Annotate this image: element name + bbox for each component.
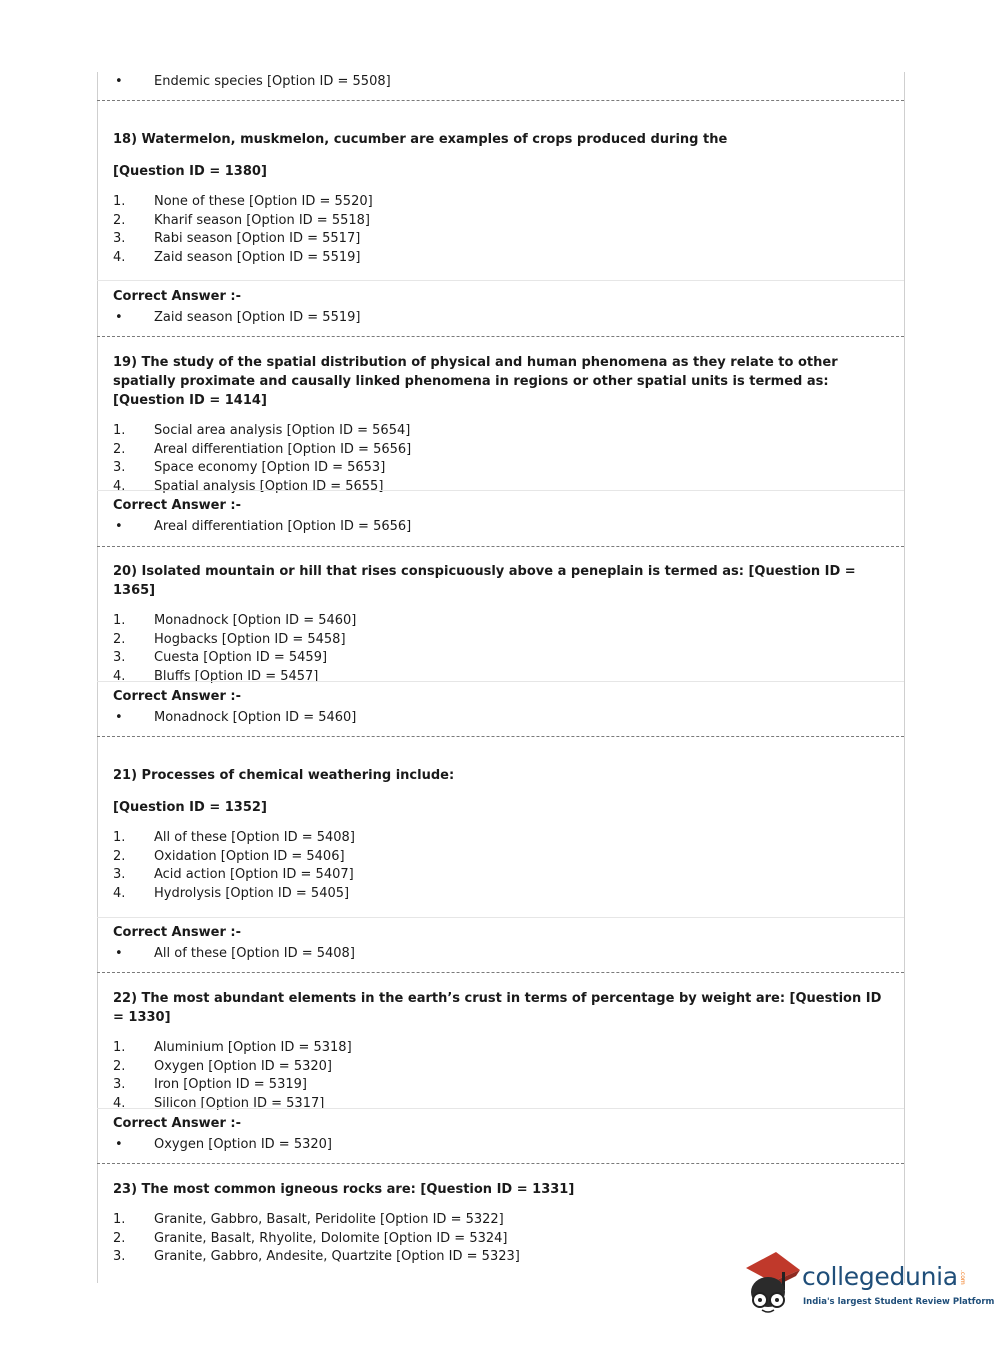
question-text: 22) The most abundant elements in the earth’s crust in terms of percentage by weight are: [Question ID = 1330] xyxy=(113,991,882,1025)
collegedunia-logo[interactable] xyxy=(742,1250,995,1320)
option-item: 3. Rabi season [Option ID = 5517] xyxy=(113,231,361,246)
question-id: [Question ID = 1380] xyxy=(113,164,267,179)
option-item: 1. Social area analysis [Option ID = 5654] xyxy=(113,423,411,438)
answer-text: Zaid season [Option ID = 5519] xyxy=(154,310,361,325)
logo-domain: .com xyxy=(959,1270,966,1285)
bullet: • xyxy=(115,710,123,725)
option-item: 4. Silicon [Option ID = 5317] xyxy=(113,1095,325,1111)
separator xyxy=(97,736,904,737)
divider xyxy=(97,280,904,281)
question-22 xyxy=(113,989,883,1113)
question-19 xyxy=(113,353,883,496)
answer-text: Areal differentiation [Option ID = 5656] xyxy=(154,519,412,534)
option-item: 1. None of these [Option ID = 5520] xyxy=(113,194,373,209)
separator xyxy=(97,336,904,337)
mascot-icon xyxy=(742,1250,802,1320)
divider xyxy=(97,917,904,918)
logo-tagline: India's largest Student Review Platform xyxy=(803,1297,995,1307)
bullet: • xyxy=(115,310,123,325)
option-item: 2. Oxidation [Option ID = 5406] xyxy=(113,848,345,864)
divider xyxy=(97,490,904,491)
option-item: 4. Zaid season [Option ID = 5519] xyxy=(113,249,361,265)
question-21 xyxy=(113,766,883,903)
question-id: [Question ID = 1352] xyxy=(113,800,267,815)
correct-answer-label: Correct Answer :- xyxy=(113,1116,241,1131)
separator xyxy=(97,546,904,547)
correct-answer-19 xyxy=(113,496,883,536)
correct-answer-21 xyxy=(113,923,883,963)
answer-text: Endemic species [Option ID = 5508] xyxy=(154,74,391,89)
correct-answer-20 xyxy=(113,687,883,727)
option-item: 2. Granite, Basalt, Rhyolite, Dolomite [Option ID = 5324] xyxy=(113,1230,508,1246)
question-text: 20) Isolated mountain or hill that rises conspicuously above a peneplain is termed as: [Question ID = 1365] xyxy=(113,564,856,598)
correct-answer-label: Correct Answer :- xyxy=(113,289,241,304)
option-item: 2. Oxygen [Option ID = 5320] xyxy=(113,1058,332,1074)
answer-text: Monadnock [Option ID = 5460] xyxy=(154,710,357,725)
divider xyxy=(97,681,904,682)
question-18 xyxy=(113,130,883,267)
option-item: 3. Space economy [Option ID = 5653] xyxy=(113,460,386,475)
option-item: 1. Granite, Gabbro, Basalt, Peridolite [Option ID = 5322] xyxy=(113,1212,504,1227)
separator xyxy=(97,1163,904,1164)
options-list xyxy=(113,193,883,267)
option-item: 4. Bluffs [Option ID = 5457] xyxy=(113,668,319,684)
question-text: 21) Processes of chemical weathering include: xyxy=(113,768,455,783)
options-list xyxy=(113,1039,883,1113)
answer-text: Oxygen [Option ID = 5320] xyxy=(154,1137,332,1152)
logo-wordmark: collegedunia xyxy=(802,1262,958,1291)
divider xyxy=(97,1108,904,1109)
bullet: • xyxy=(115,74,123,89)
option-item: 4. Hydrolysis [Option ID = 5405] xyxy=(113,885,350,901)
question-text: 23) The most common igneous rocks are: [Question ID = 1331] xyxy=(113,1182,575,1197)
question-text: 18) Watermelon, muskmelon, cucumber are examples of crops produced during the xyxy=(113,132,728,147)
bullet: • xyxy=(115,1137,123,1152)
option-item: 3. Acid action [Option ID = 5407] xyxy=(113,867,354,882)
option-item: 2. Areal differentiation [Option ID = 5656] xyxy=(113,441,412,457)
correct-answer-label: Correct Answer :- xyxy=(113,498,241,513)
option-item: 1. Monadnock [Option ID = 5460] xyxy=(113,613,357,628)
bullet: • xyxy=(115,519,123,534)
options-list xyxy=(113,829,883,903)
correct-answer-22 xyxy=(113,1114,883,1154)
correct-answer-18 xyxy=(113,287,883,327)
option-item: 1. Aluminium [Option ID = 5318] xyxy=(113,1040,352,1055)
bullet: • xyxy=(115,946,123,961)
options-list xyxy=(113,422,883,496)
option-item: 3. Granite, Gabbro, Andesite, Quartzite [Option ID = 5323] xyxy=(113,1249,520,1264)
option-item: 3. Cuesta [Option ID = 5459] xyxy=(113,650,328,665)
options-list xyxy=(113,612,883,686)
option-item: 1. All of these [Option ID = 5408] xyxy=(113,830,355,845)
option-item: 2. Hogbacks [Option ID = 5458] xyxy=(113,631,346,647)
answer-text: All of these [Option ID = 5408] xyxy=(154,946,355,961)
question-text: 19) The study of the spatial distribution of physical and human phenomena as they relate to other spatially proximate and causally linked phenomena in regions or other spatial units is termed as: [Question ID = 1414] xyxy=(113,355,838,408)
carryover-answer xyxy=(113,73,391,91)
option-item: 3. Iron [Option ID = 5319] xyxy=(113,1077,307,1092)
question-20 xyxy=(113,562,883,686)
option-item: 2. Kharif season [Option ID = 5518] xyxy=(113,212,370,228)
option-item: 4. Spatial analysis [Option ID = 5655] xyxy=(113,478,384,494)
separator xyxy=(97,100,904,101)
separator xyxy=(97,972,904,973)
correct-answer-label: Correct Answer :- xyxy=(113,925,241,940)
correct-answer-label: Correct Answer :- xyxy=(113,689,241,704)
